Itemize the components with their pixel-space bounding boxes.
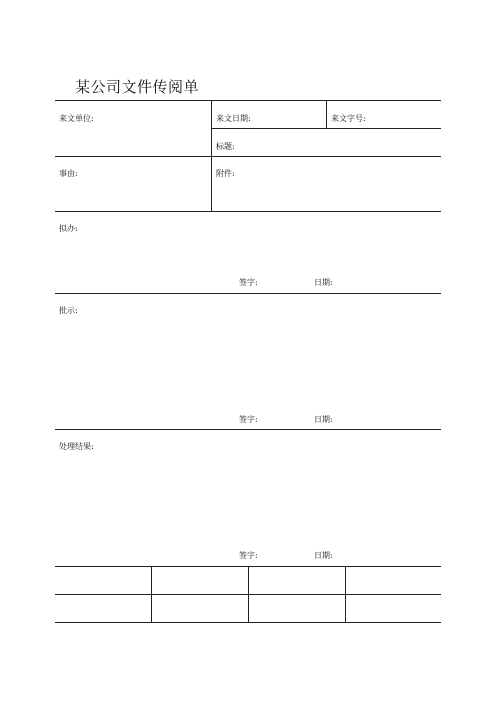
proposal-bottom-divider <box>55 293 441 294</box>
source-unit-label: 来文单位: <box>59 114 94 123</box>
reason-label: 事由: <box>59 169 78 178</box>
result-date-label: 日期: <box>314 551 333 560</box>
instruction-date-label: 日期: <box>314 415 333 424</box>
instruction-sign-label: 签字: <box>239 415 258 424</box>
instruction-label: 批示: <box>59 306 78 315</box>
subject-label: 标题: <box>216 142 235 151</box>
proposal-date-label: 日期: <box>314 278 333 287</box>
circulation-form <box>55 100 441 623</box>
blank-col-divider-1 <box>151 566 152 622</box>
header-divider <box>211 128 441 129</box>
source-date-label: 来文日期: <box>216 114 251 123</box>
result-sign-label: 签字: <box>239 551 258 560</box>
header-column-divider <box>211 101 212 211</box>
proposal-sign-label: 签字: <box>239 278 258 287</box>
attachment-label: 附件: <box>216 169 235 178</box>
blank-col-divider-3 <box>345 566 346 622</box>
header-bottom-divider <box>55 156 441 157</box>
reason-bottom-divider <box>55 211 441 212</box>
instruction-bottom-divider <box>55 429 441 430</box>
form-title: 某公司文件传阅单 <box>75 78 200 96</box>
result-label: 处理结果: <box>59 442 94 451</box>
blank-col-divider-2 <box>248 566 249 622</box>
date-number-divider <box>326 101 327 128</box>
source-number-label: 来文字号: <box>331 114 366 123</box>
proposal-label: 拟办: <box>59 224 78 233</box>
